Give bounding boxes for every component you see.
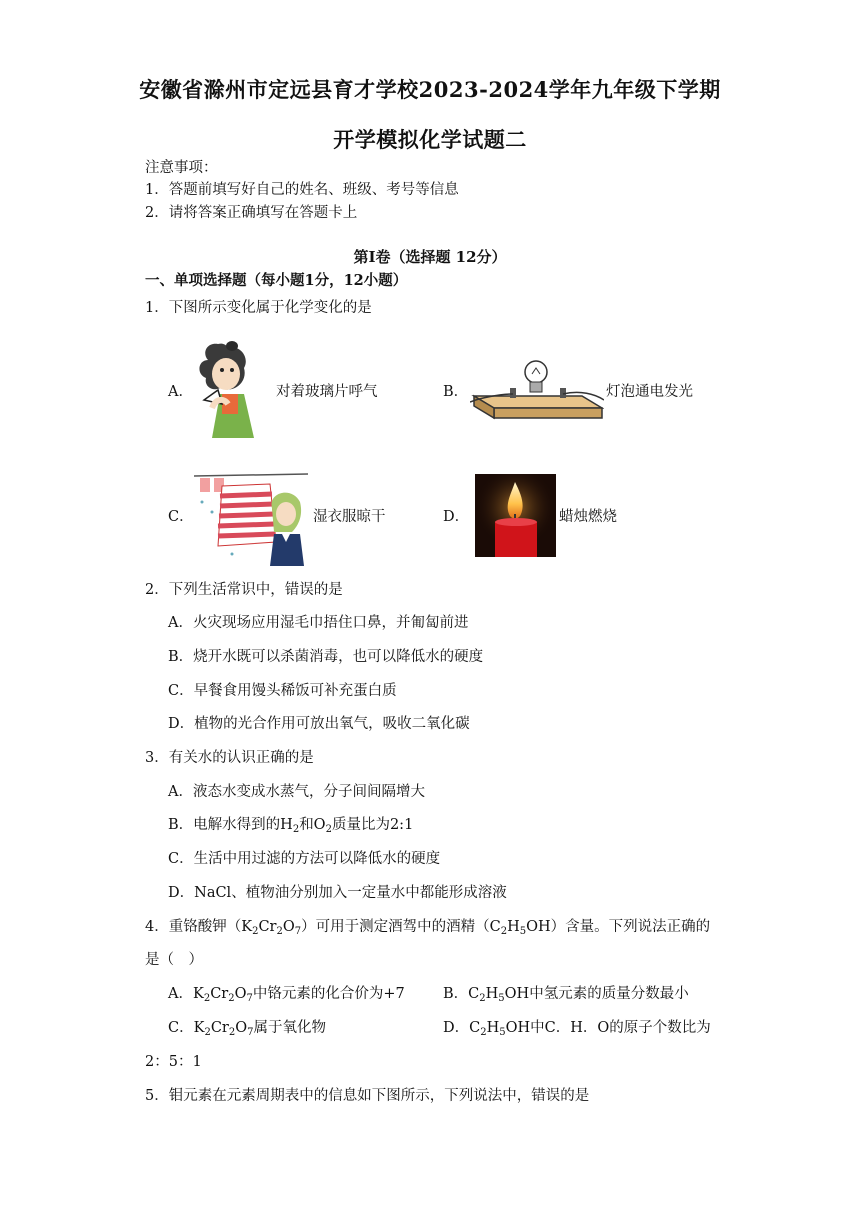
q1-stem: 1．下图所示变化属于化学变化的是 <box>145 300 372 316</box>
q1-option-c-letter: C． <box>168 509 194 525</box>
q2-option-d: D．植物的光合作用可放出氧气，吸收二氧化碳 <box>168 716 470 732</box>
q1-option-b-letter: B． <box>443 384 469 400</box>
section-title: 第I卷（选择题 12分） <box>353 248 507 266</box>
q4-option-a: A．$K_2Cr_2O_7$中铬元素的化合价为+7 <box>168 986 405 1004</box>
exam-title-line1: 安徽省滁州市定远县育才学校2023-2024学年九年级下学期 <box>139 77 721 102</box>
q2-option-b: B．烧开水既可以杀菌消毒，也可以降低水的硬度 <box>168 649 484 665</box>
q4-option-d-line2: 2：5：1 <box>145 1054 202 1070</box>
q3-option-d: D．NaCl、植物油分别加入一定量水中都能形成溶液 <box>168 885 507 901</box>
q4-stem-line2: 是（ ） <box>145 952 203 968</box>
q3-stem: 3．有关水的认识正确的是 <box>145 750 314 766</box>
q1-option-a-text: 对着玻璃片呼气 <box>276 384 378 400</box>
q3-option-a: A．液态水变成水蒸气，分子间间隔增大 <box>168 784 425 800</box>
notes-heading: 注意事项： <box>145 160 218 176</box>
drying-clothes-image <box>192 462 310 570</box>
q1-option-d-letter: D． <box>443 509 470 525</box>
part-heading: 一、单项选择题（每小题1分，12小题） <box>145 272 408 289</box>
q1-option-a-letter: A． <box>168 384 193 400</box>
q1-option-b-text: 灯泡通电发光 <box>606 384 693 400</box>
light-bulb-circuit-image <box>470 350 604 430</box>
notes-item-1: 1．答题前填写好自己的姓名、班级、考号等信息 <box>145 182 459 198</box>
burning-candle-image <box>475 474 556 557</box>
q3-option-b: B．电解水得到的$H_2$和$O_2$质量比为2:1 <box>168 817 414 835</box>
notes-item-2: 2．请将答案正确填写在答题卡上 <box>145 205 358 221</box>
q1-option-d-text: 蜡烛燃烧 <box>559 509 617 525</box>
q4-option-c: C．$K_2Cr_2O_7$属于氧化物 <box>168 1020 326 1038</box>
q3-option-c: C．生活中用过滤的方法可以降低水的硬度 <box>168 851 441 867</box>
q2-stem: 2．下列生活常识中，错误的是 <box>145 582 343 598</box>
q4-stem: 4．重铬酸钾$(K_2Cr_2O_7)$可用于测定酒驾中的酒精$(C_2H_5OH)$含量。下列说法正确的 <box>145 919 711 937</box>
q5-stem: 5．钼元素在元素周期表中的信息如下图所示，下列说法中，错误的是 <box>145 1088 590 1104</box>
q2-option-c: C．早餐食用馒头稀饭可补充蛋白质 <box>168 683 397 699</box>
q2-option-a: A．火灾现场应用湿毛巾捂住口鼻，并匍匐前进 <box>168 615 469 631</box>
exam-title-line2: 开学模拟化学试题二 <box>333 127 527 152</box>
girl-breathing-on-glass-image <box>188 338 264 448</box>
q1-option-c-text: 湿衣服晾干 <box>313 509 386 525</box>
q4-option-d: D．$C_2H_5OH$中C．H．O的原子个数比为 <box>443 1020 711 1038</box>
q4-option-b: B．$C_2H_5OH$中氢元素的质量分数最小 <box>443 986 689 1004</box>
